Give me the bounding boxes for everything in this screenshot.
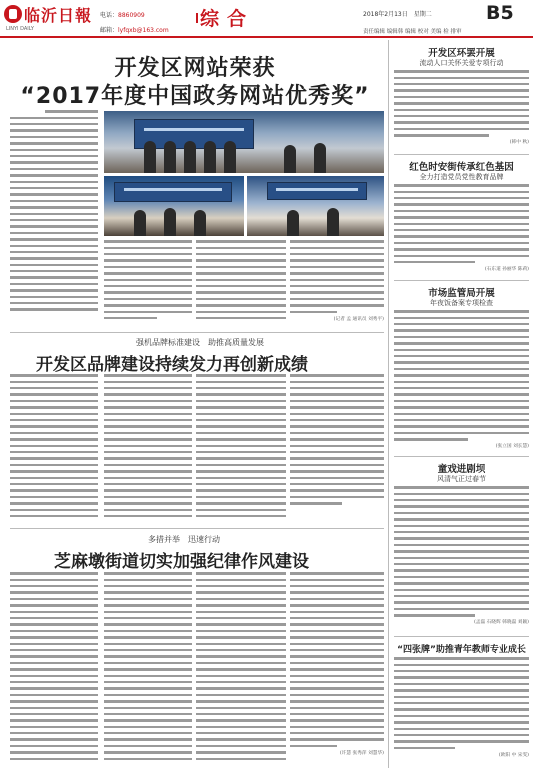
masthead-rule xyxy=(0,36,533,38)
text-line xyxy=(10,212,98,218)
main-photo-right xyxy=(247,176,384,236)
main-headline-line-2: “2017年度中国政务网站优秀奖” xyxy=(20,84,370,109)
text-line xyxy=(10,400,98,406)
text-line xyxy=(10,231,98,237)
text-line xyxy=(290,706,384,712)
brief-2-subtitle: 全力打造党员党性教育品牌 xyxy=(419,173,504,181)
brief-divider xyxy=(394,154,529,155)
text-line xyxy=(394,607,529,613)
text-line xyxy=(104,693,192,699)
text-line xyxy=(290,425,384,431)
text-line xyxy=(394,380,529,386)
text-line xyxy=(394,121,529,127)
text-line xyxy=(290,393,384,399)
text-line xyxy=(394,431,529,437)
text-line xyxy=(290,310,337,316)
text-line xyxy=(104,623,192,629)
brief-divider xyxy=(394,280,529,281)
text-line xyxy=(196,661,286,667)
brief-2-body xyxy=(394,184,529,272)
photo-person xyxy=(164,208,176,236)
text-line xyxy=(104,400,192,406)
text-line xyxy=(10,674,98,680)
text-line xyxy=(10,706,98,712)
text-line xyxy=(394,537,529,543)
text-line xyxy=(394,505,529,511)
masthead xyxy=(0,0,533,40)
photo-person xyxy=(144,141,156,173)
text-line xyxy=(196,591,286,597)
brief-4-byline: (孟磊 石晓辉 韩晓磊 刘颖) xyxy=(473,620,529,626)
section-divider xyxy=(10,528,384,529)
photo-person xyxy=(184,141,196,173)
text-line xyxy=(104,380,192,386)
brief-5-body xyxy=(394,657,529,765)
discipline-story-column-4 xyxy=(290,572,384,764)
text-line xyxy=(104,674,192,680)
email-address: lyfqxb@163.com xyxy=(118,27,169,34)
photo-person xyxy=(287,210,299,236)
text-line xyxy=(196,266,286,272)
text-line xyxy=(290,693,384,699)
text-line xyxy=(10,380,98,386)
brief-1-subtitle: 流动人口关怀关爱专项行动 xyxy=(419,59,504,67)
text-line xyxy=(394,708,529,714)
text-line xyxy=(196,725,286,731)
brief-5-byline: (欧阳 中 宋雯) xyxy=(498,752,529,758)
text-line xyxy=(10,623,98,629)
main-story-column-4 xyxy=(290,240,384,326)
discipline-story-byline: (许慧 张秀萍 刘慧华) xyxy=(339,750,384,756)
text-line xyxy=(290,623,384,629)
text-line xyxy=(394,348,529,354)
brief-4-subtitle: 风清气正过春节 xyxy=(437,475,486,483)
text-line xyxy=(104,291,192,297)
text-line xyxy=(394,134,489,140)
text-line xyxy=(196,642,286,648)
text-line xyxy=(394,614,475,620)
text-line xyxy=(290,495,384,501)
brand-story-column-2 xyxy=(104,374,192,524)
brief-3-title: 市场监管局开展 xyxy=(428,288,495,299)
text-line xyxy=(394,676,529,682)
text-line xyxy=(10,276,98,282)
text-line xyxy=(394,336,529,342)
text-line xyxy=(196,706,286,712)
text-line xyxy=(196,317,286,323)
issue-date: 2018年2月13日 星期二 xyxy=(363,11,432,18)
discipline-story-column-2 xyxy=(104,572,192,764)
phone-line xyxy=(100,10,145,19)
brief-1-byline: (韩中 秋) xyxy=(509,140,529,146)
text-line xyxy=(394,210,529,216)
text-line xyxy=(10,425,98,431)
phone-number: 8860909 xyxy=(118,12,145,19)
text-line xyxy=(10,136,98,142)
text-line xyxy=(196,508,286,514)
text-line xyxy=(196,495,286,501)
text-line xyxy=(10,642,98,648)
text-line xyxy=(394,663,529,669)
text-line xyxy=(10,476,98,482)
page-number xyxy=(486,2,530,22)
main-photo-left xyxy=(104,176,244,236)
text-line xyxy=(290,400,384,406)
section-divider xyxy=(10,332,384,333)
main-story-byline: (记者 孟 通讯员 刘秀平) xyxy=(333,316,384,322)
text-line xyxy=(394,683,529,689)
text-line xyxy=(104,444,192,450)
text-line xyxy=(196,246,286,252)
text-line xyxy=(394,108,529,114)
discipline-story-kicker: 多措并举 迅速行动 xyxy=(148,535,220,544)
photo-person xyxy=(284,145,296,173)
text-line xyxy=(196,578,286,584)
text-line xyxy=(394,261,475,267)
discipline-story-headline: 芝麻墩街道切实加强纪律作风建设 xyxy=(54,552,309,572)
text-line xyxy=(290,259,384,265)
text-line xyxy=(104,425,192,431)
text-line xyxy=(196,630,286,636)
text-line xyxy=(104,578,192,584)
text-line xyxy=(290,630,384,636)
text-line xyxy=(196,291,286,297)
text-line xyxy=(394,222,529,228)
brand-story-headline: 开发区品牌建设持续发力再创新成绩 xyxy=(36,355,308,375)
email-label: 邮箱： xyxy=(100,27,119,34)
text-line xyxy=(290,578,384,584)
text-line xyxy=(10,693,98,699)
photo-person xyxy=(224,141,236,173)
text-line xyxy=(10,757,98,763)
text-line xyxy=(10,180,98,186)
brief-divider xyxy=(394,456,529,457)
text-line xyxy=(10,116,98,122)
text-line xyxy=(10,598,98,604)
text-line xyxy=(10,745,98,751)
photo-person xyxy=(327,208,339,236)
brand-story-kicker: 强机品牌标准建设 助推高质量发展 xyxy=(136,338,264,347)
text-line xyxy=(196,432,286,438)
text-line xyxy=(10,432,98,438)
text-line xyxy=(394,544,529,550)
text-line xyxy=(290,298,384,304)
text-line xyxy=(196,444,286,450)
newspaper-logo xyxy=(4,3,94,33)
text-line xyxy=(394,556,529,562)
text-line xyxy=(394,512,529,518)
text-line xyxy=(394,361,529,367)
section-title-accent xyxy=(196,13,198,23)
text-line xyxy=(394,575,529,581)
text-line xyxy=(10,393,98,399)
brand-story-column-1 xyxy=(10,374,98,524)
text-line xyxy=(196,393,286,399)
text-line xyxy=(104,725,192,731)
phone-label: 电话： xyxy=(100,12,119,19)
text-line xyxy=(10,725,98,731)
text-line xyxy=(196,412,286,418)
text-line xyxy=(104,706,192,712)
text-line xyxy=(394,203,529,209)
brief-1-body xyxy=(394,70,529,147)
text-line xyxy=(196,278,286,284)
text-line xyxy=(394,316,529,322)
text-line xyxy=(394,727,529,733)
brief-4-title: 童戏进剧坝 xyxy=(437,464,486,475)
text-line xyxy=(10,308,98,314)
text-line xyxy=(196,610,286,616)
text-line xyxy=(10,738,98,744)
brief-3-body xyxy=(394,310,529,450)
text-line xyxy=(196,598,286,604)
text-line xyxy=(10,515,98,521)
photo-person xyxy=(314,143,326,173)
text-line xyxy=(290,463,384,469)
text-line xyxy=(394,492,529,498)
text-line xyxy=(394,76,529,82)
text-line xyxy=(10,495,98,501)
text-line xyxy=(290,642,384,648)
text-line xyxy=(104,610,192,616)
brief-3-byline: (张立国 刘长慧) xyxy=(495,444,529,450)
main-headline-line-1: 开发区网站荣获 xyxy=(114,56,276,81)
text-line xyxy=(290,502,342,508)
text-line xyxy=(104,432,192,438)
text-line xyxy=(290,591,384,597)
text-line xyxy=(10,129,98,135)
brief-2-title: 红色时安街传承红色基因 xyxy=(409,162,514,173)
text-line xyxy=(196,757,286,763)
text-line xyxy=(394,368,529,374)
photo-screen-banner xyxy=(276,188,358,191)
text-line xyxy=(10,591,98,597)
logo-subtitle: LINYI DAILY xyxy=(6,26,34,32)
brief-3-subtitle: 年夜饭备案专项检查 xyxy=(430,299,493,307)
text-line xyxy=(104,661,192,667)
text-line xyxy=(104,508,192,514)
photo-screen-banner xyxy=(124,188,221,191)
section-title: 综合 xyxy=(200,8,255,30)
text-line xyxy=(104,591,192,597)
text-line xyxy=(394,412,529,418)
page-letter: B xyxy=(486,2,501,24)
text-line xyxy=(196,745,286,751)
logo-text: 临沂日報 xyxy=(24,6,93,25)
photo-screen xyxy=(114,182,232,202)
text-line xyxy=(10,283,98,289)
text-line xyxy=(10,295,98,301)
text-line xyxy=(10,444,98,450)
text-line xyxy=(104,266,192,272)
text-line xyxy=(290,661,384,667)
brief-2-byline: (石东道 孙丽华 陈莉) xyxy=(484,267,529,272)
text-line xyxy=(290,278,384,284)
brand-story-column-4 xyxy=(290,374,384,524)
main-photo-top xyxy=(104,111,384,173)
text-line xyxy=(290,291,384,297)
text-line xyxy=(196,400,286,406)
text-line xyxy=(290,476,384,482)
text-line xyxy=(104,310,192,316)
text-line xyxy=(10,578,98,584)
brief-4-body xyxy=(394,486,529,631)
text-line xyxy=(394,190,529,196)
text-line xyxy=(290,598,384,604)
text-line xyxy=(10,168,98,174)
photo-person xyxy=(194,210,206,236)
text-line xyxy=(104,412,192,418)
text-line xyxy=(196,298,286,304)
text-line xyxy=(290,610,384,616)
text-line xyxy=(290,412,384,418)
text-line xyxy=(196,738,286,744)
text-line xyxy=(394,695,529,701)
text-line xyxy=(104,476,192,482)
text-line xyxy=(196,674,286,680)
column-divider xyxy=(388,40,389,768)
text-line xyxy=(10,610,98,616)
text-line xyxy=(10,199,98,205)
text-line xyxy=(290,380,384,386)
text-line xyxy=(104,298,192,304)
text-line xyxy=(196,515,286,521)
brand-story-column-3 xyxy=(196,374,286,524)
text-line xyxy=(196,259,286,265)
photo-person xyxy=(204,141,216,173)
photo-screen-banner xyxy=(144,128,243,131)
text-line xyxy=(10,463,98,469)
text-line xyxy=(290,738,384,744)
main-story-column-3 xyxy=(196,240,286,326)
text-line xyxy=(104,642,192,648)
text-line xyxy=(104,630,192,636)
text-line xyxy=(104,317,157,323)
text-line xyxy=(196,623,286,629)
text-line xyxy=(290,674,384,680)
brief-5-title: “四张牌”助推青年教师专业成长 xyxy=(397,645,526,655)
text-line xyxy=(104,393,192,399)
discipline-story-column-1 xyxy=(10,572,98,764)
text-line xyxy=(10,244,98,250)
text-line xyxy=(104,259,192,265)
text-line xyxy=(394,524,529,530)
photo-screen xyxy=(267,182,367,200)
text-line xyxy=(290,246,384,252)
text-line xyxy=(394,746,455,752)
page-digit: 5 xyxy=(500,2,514,24)
text-line xyxy=(104,757,192,763)
text-line xyxy=(104,598,192,604)
text-line xyxy=(394,715,529,721)
text-line xyxy=(104,738,192,744)
text-line xyxy=(10,661,98,667)
text-line xyxy=(394,128,529,134)
text-line xyxy=(104,246,192,252)
text-line xyxy=(394,254,529,260)
text-line xyxy=(290,444,384,450)
text-line xyxy=(196,310,286,316)
text-line xyxy=(104,745,192,751)
text-line xyxy=(290,266,384,272)
text-line xyxy=(290,725,384,731)
text-line xyxy=(394,399,529,405)
main-story-column-2 xyxy=(104,240,192,326)
text-line xyxy=(394,588,529,594)
text-line xyxy=(394,329,529,335)
text-line xyxy=(394,89,529,95)
text-line xyxy=(10,148,98,154)
editor-row: 责任编辑 编辑韩 编辑 校对 美编 检 排审 xyxy=(363,29,462,35)
text-line xyxy=(196,693,286,699)
text-line xyxy=(10,263,98,269)
text-line xyxy=(10,412,98,418)
text-line xyxy=(10,161,98,167)
text-line xyxy=(290,745,337,751)
text-line xyxy=(196,380,286,386)
text-line xyxy=(394,242,529,248)
text-line xyxy=(196,463,286,469)
text-line xyxy=(104,495,192,501)
brief-divider xyxy=(394,636,529,637)
text-line xyxy=(104,463,192,469)
text-line xyxy=(10,508,98,514)
text-line xyxy=(290,432,384,438)
text-line xyxy=(394,96,529,102)
text-line xyxy=(10,630,98,636)
text-line xyxy=(196,476,286,482)
brief-1-title: 开发区环罢开展 xyxy=(428,48,495,59)
logo-emblem-icon xyxy=(4,5,22,23)
main-story-column-1 xyxy=(10,110,98,320)
photo-person xyxy=(164,141,176,173)
text-line xyxy=(104,278,192,284)
text-line xyxy=(394,438,468,444)
photo-person xyxy=(134,210,146,236)
text-line xyxy=(394,235,529,241)
text-line xyxy=(104,515,192,521)
discipline-story-column-3 xyxy=(196,572,286,764)
email-line xyxy=(100,25,169,34)
text-line xyxy=(196,425,286,431)
